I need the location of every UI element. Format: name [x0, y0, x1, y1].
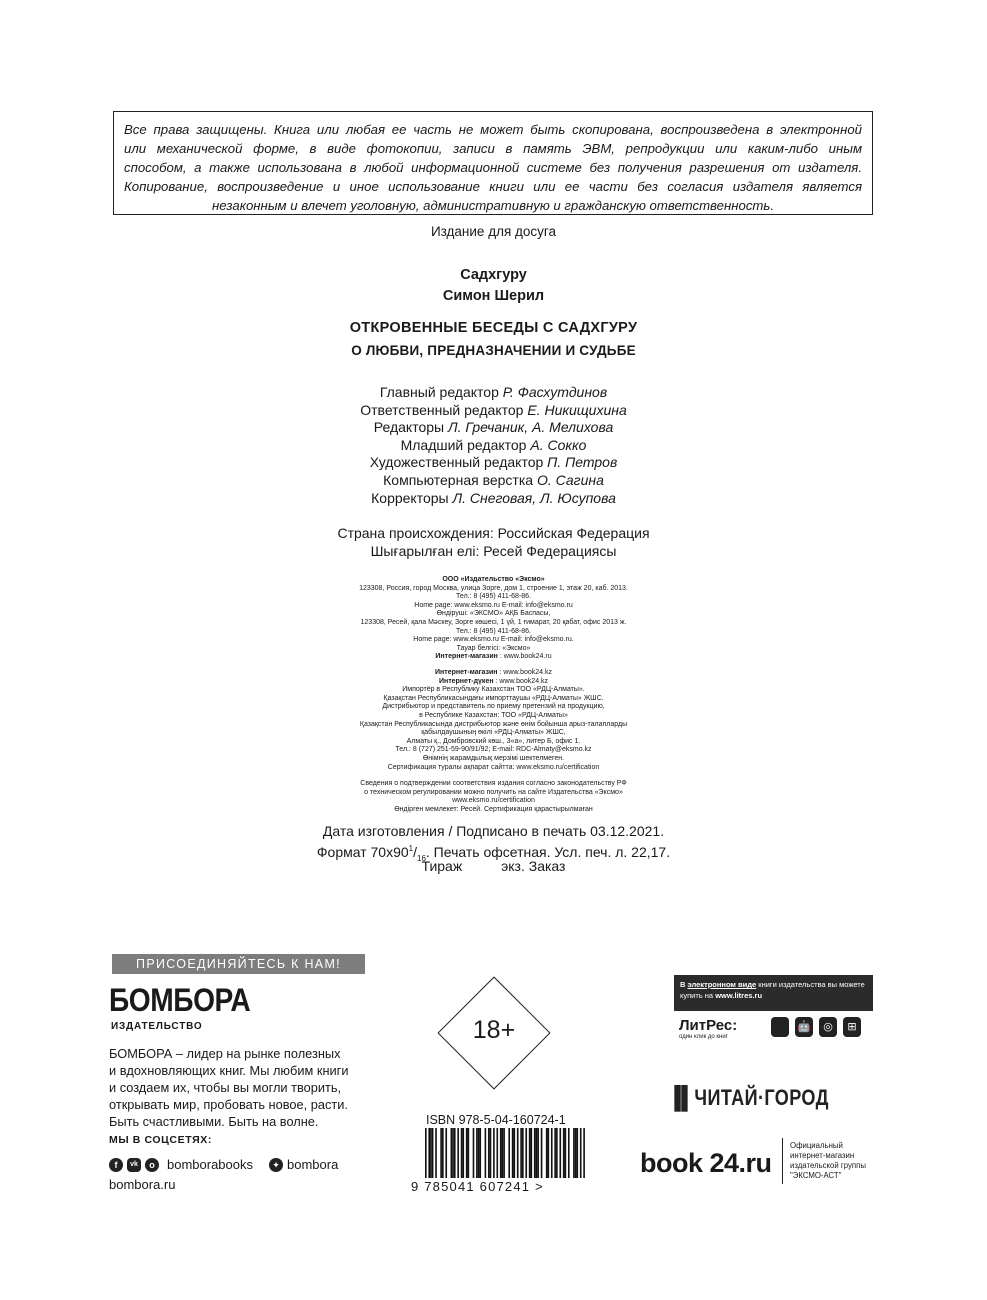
- barcode: [425, 1128, 585, 1178]
- barcode-bar: [522, 1128, 524, 1178]
- print-tirage: Тираж экз. Заказ: [421, 858, 566, 874]
- rights-line: Все права защищены. Книга или любая ее часть не может быть скопирована, воспроизведена в электронной: [124, 122, 862, 137]
- rights-line: незаконным и влечет уголовную, административную и гражданскую ответственность.: [211, 198, 775, 213]
- barcode-bar: [529, 1128, 531, 1178]
- publisher-line: 123308, Россия, город Москва, улица Зорге, дом 1, строение 1, этаж 20, каб. 2013.: [359, 584, 628, 592]
- kz-line: Дистрибьютор и представитель по приему претензий на продукцию,: [382, 703, 605, 711]
- barcode-bar: [551, 1128, 553, 1178]
- kz-line: Интернет-магазин : www.book24.kz: [435, 669, 552, 676]
- editor-line: Главный редактор Р. Фасхутдинов: [379, 384, 608, 400]
- kz-line: Тел.: 8 (727) 251-59-90/91/92; E-mail: RDC-Almaty@eksmo.kz: [395, 746, 592, 754]
- barcode-bar: [476, 1128, 478, 1178]
- social-handle[interactable]: bomborabooks: [167, 1157, 253, 1172]
- barcode-bar: [452, 1128, 454, 1178]
- barcode-bar: [520, 1128, 522, 1178]
- kz-line: Интернет-дүкен : www.book24.kz: [438, 677, 549, 685]
- country-ru: Страна происхождения: Российская Федерация: [337, 525, 650, 541]
- print-format: Формат $70х90^1/_{16}$. Печать офсетная. Усл. печ. л. 22,17.: [316, 844, 671, 863]
- apple-icon: [771, 1017, 789, 1037]
- join-us-banner: ПРИСОЕДИНЯЙТЕСЬ К НАМ!: [112, 954, 365, 974]
- publisher-line: ООО «Издательство «Эксмо»: [442, 576, 545, 583]
- barcode-bar: [479, 1128, 481, 1178]
- barcode-bar: [554, 1128, 556, 1178]
- barcode-bar: [432, 1128, 434, 1178]
- editor-line: Компьютерная верстка О. Сагина: [383, 471, 604, 488]
- country-of-origin: [0, 524, 987, 560]
- litres-logo: ЛитРес:: [679, 1017, 738, 1034]
- chitai-gorod-logo: ▐▌ЧИТАЙ·ГОРОД: [668, 1085, 829, 1110]
- publisher-block: [0, 576, 987, 662]
- barcode-bar: [500, 1128, 502, 1178]
- age-rating: 18+: [472, 1016, 516, 1044]
- barcode-bar: [548, 1128, 550, 1178]
- editor-line: Редакторы Л. Гречаник, А. Мелихова: [373, 419, 614, 436]
- barcode-bar: [430, 1128, 432, 1178]
- barcode-bar: [478, 1128, 480, 1178]
- barcode-bar: [541, 1128, 543, 1178]
- kz-line: Қазақстан Республикасындағы импорттаушы «РДЦ-Алматы» ЖШС.: [383, 694, 604, 702]
- publisher-line: Өндіруші: «ЭКСМО» АҚБ Баспасы,: [436, 610, 551, 618]
- barcode-bar: [440, 1128, 442, 1178]
- barcode-bar: [485, 1128, 487, 1178]
- windows-icon: ⊞: [843, 1017, 861, 1037]
- platform-icons: [771, 1017, 861, 1037]
- barcode-bar: [514, 1128, 516, 1178]
- instagram-icon[interactable]: o: [145, 1158, 159, 1172]
- barcode-bar: [546, 1128, 548, 1178]
- bombora-logo-subtitle: ИЗДАТЕЛЬСТВО: [111, 1021, 203, 1032]
- kz-line: Алматы қ., Домбровский көш., 3«а», литер Б, офис 1.: [406, 737, 581, 745]
- litres-tagline: один клик до книг: [679, 1034, 728, 1040]
- facebook-icon[interactable]: f: [109, 1158, 123, 1172]
- author-1: Садхгуру: [460, 267, 527, 283]
- barcode-bar: [580, 1128, 582, 1178]
- publisher-line: Home page: www.eksmo.ru E-mail: info@eksmo.ru.: [413, 636, 574, 644]
- rights-line: способом, а также использована в любой информационной системе без получения разрешения от издателя.: [124, 160, 862, 175]
- cert-line: Өндірген мемлекет: Ресей. Сертификация қарастырылмаған: [394, 805, 593, 813]
- barcode-bar: [473, 1128, 475, 1178]
- barcode-bar: [537, 1128, 539, 1178]
- edition-type: Издание для досуга: [430, 224, 557, 239]
- bombora-site[interactable]: bombora.ru: [109, 1177, 176, 1192]
- barcode-bar: [525, 1128, 527, 1178]
- bombora-logo: БОМБОРА: [109, 982, 251, 1018]
- kz-block: [0, 669, 987, 772]
- barcode-bar: [457, 1128, 459, 1178]
- book24-note: Официальный интернет-магазин издательской группы "ЭКСМО-АСТ": [790, 1141, 866, 1180]
- barcode-bar: [583, 1128, 585, 1178]
- barcode-bar: [531, 1128, 533, 1178]
- cert-line: о техническом регулировании можно получить на сайте Издательства «Эксмо»: [364, 788, 623, 796]
- author-2: Симон Шерил: [442, 288, 545, 304]
- barcode-bar: [556, 1128, 558, 1178]
- barcode-bar: [461, 1128, 463, 1178]
- publisher-line: Тауар белгісі: «Эксмо»: [456, 644, 531, 652]
- dzen-icon[interactable]: ✦: [269, 1158, 283, 1172]
- barcode-bar: [576, 1128, 578, 1178]
- barcode-bar: [454, 1128, 456, 1178]
- vk-icon[interactable]: vk: [127, 1158, 141, 1172]
- publisher-line: 123308, Ресей, қала Мәскеу, Зорге көшесі, 1 үй, 1 ғимарат, 20 қабат, офис 2013 ж.: [360, 618, 627, 626]
- rights-line: Копирование, воспроизведение и иное использование книги или ее части без согласия издателя является: [124, 179, 862, 194]
- barcode-bar: [496, 1128, 498, 1178]
- barcode-bar: [512, 1128, 514, 1178]
- publisher-line: Тел.: 8 (495) 411-68-86.: [456, 627, 531, 635]
- litres-banner[interactable]: В электронном виде книги издательства вы можете купить на www.litres.ru: [674, 975, 873, 1011]
- barcode-bar: [508, 1128, 510, 1178]
- barcode-bar: [451, 1128, 453, 1178]
- publisher-line: Home page: www.eksmo.ru E-mail: info@eksmo.ru: [414, 601, 573, 609]
- barcode-bar: [445, 1128, 447, 1178]
- barcode-bar: [563, 1128, 565, 1178]
- book-subtitle: О ЛЮБВИ, ПРЕДНАЗНАЧЕНИИ И СУДЬБЕ: [351, 343, 636, 358]
- barcode-bar: [462, 1128, 464, 1178]
- barcode-bar: [468, 1128, 470, 1178]
- social-heading: МЫ В СОЦСЕТЯХ:: [109, 1134, 212, 1146]
- editor-line: Корректоры Л. Снеговая, Л. Юсупова: [371, 489, 616, 506]
- barcode-bar: [575, 1128, 577, 1178]
- barcode-bar: [565, 1128, 567, 1178]
- barcode-bar: [559, 1128, 561, 1178]
- book-title: ОТКРОВЕННЫЕ БЕСЕДЫ С САДХГУРУ: [349, 320, 638, 336]
- barcode-bar: [573, 1128, 575, 1178]
- social-handle[interactable]: bombora: [287, 1157, 339, 1172]
- barcode-bar: [493, 1128, 495, 1178]
- editor-line: Художественный редактор П. Петров: [369, 454, 618, 471]
- rights-line: или механической форме, в виде фотокопии, записи в память ЭВМ, репродукции или каким-либо иным: [124, 141, 862, 156]
- barcode-bar: [502, 1128, 504, 1178]
- cert-line: Сведения о подтверждении соответствия издания согласно законодательству РФ: [360, 780, 627, 787]
- barcode-bar: [534, 1128, 536, 1178]
- divider: [782, 1138, 783, 1184]
- editor-line: Ответственный редактор Е. Никищихина: [360, 401, 627, 418]
- kz-line: Импортёр в Республику Казахстан ТОО «РДЦ-Алматы».: [402, 686, 585, 694]
- barcode-bar: [428, 1128, 430, 1178]
- editor-line: Младший редактор А. Сокко: [400, 436, 587, 453]
- kz-line: Қазақстан Республикасында дистрибьютор және өнім бойынша арыз-талапларды: [359, 720, 628, 728]
- book24-logo: book 24.ru: [640, 1148, 772, 1178]
- barcode-bar: [435, 1128, 437, 1178]
- barcode-bar: [490, 1128, 492, 1178]
- barcode-bar: [568, 1128, 570, 1178]
- kz-line: қабылдаушының өкілі «РДЦ-Алматы» ЖШС,: [421, 729, 566, 737]
- barcode-bar: [442, 1128, 444, 1178]
- cert-line: www.eksmo.ru/certification: [452, 797, 535, 805]
- barcode-bar: [466, 1128, 468, 1178]
- publisher-line: Интернет-магазин : www.book24.ru: [435, 653, 552, 661]
- android-icon: 🤖: [795, 1017, 813, 1037]
- editors-list: [0, 384, 987, 507]
- isbn-digits: 9 785041 607241 >: [411, 1179, 544, 1194]
- chrome-icon: ◎: [819, 1017, 837, 1037]
- country-kz: Шығарылған елі: Ресей Федерациясы: [370, 543, 617, 559]
- barcode-bar: [536, 1128, 538, 1178]
- kz-line: Өнімнің жарамдылық мерзімі шектелмеген.: [422, 754, 565, 762]
- kz-line: Сертификация туралы ақпарат сайтта: www.eksmo.ru/certification: [387, 763, 600, 771]
- rights-notice-box: [113, 111, 873, 215]
- publisher-line: Тел.: 8 (495) 411-68-86.: [456, 593, 531, 601]
- kz-line: в Республике Казахстан: ТОО «РДЦ-Алматы»: [419, 711, 568, 719]
- print-date: Дата изготовления / Подписано в печать 03.12.2021.: [322, 823, 665, 839]
- barcode-bar: [503, 1128, 505, 1178]
- social-links: [109, 1157, 338, 1172]
- isbn-label: ISBN 978-5-04-160724-1: [426, 1113, 566, 1127]
- barcode-bar: [517, 1128, 519, 1178]
- barcode-bar: [425, 1128, 427, 1178]
- barcode-bar: [488, 1128, 490, 1178]
- bombora-description: БОМБОРА – лидер на рынке полезных и вдохновляющих книг. Мы любим книги и создаем их, чтобы вы могли творить, открывать мир, пробовать новое, расти. Быть счастливыми. Быть на волне.: [109, 1046, 349, 1129]
- certification-block: [0, 780, 987, 814]
